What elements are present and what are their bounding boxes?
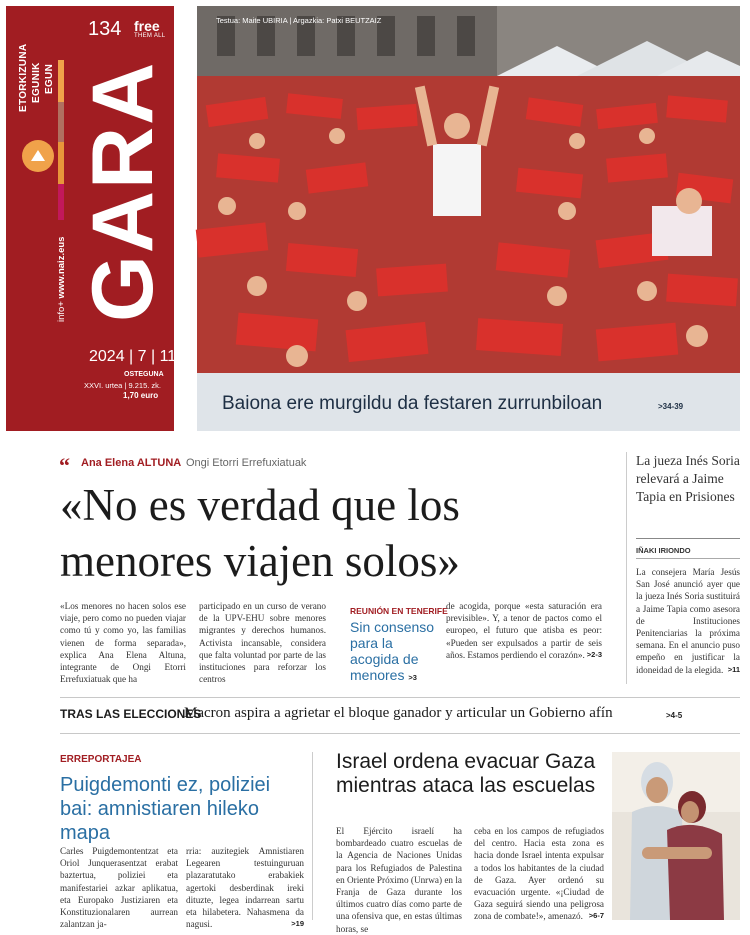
side-headline[interactable] [350,619,445,686]
accent-stripe-magenta [58,184,64,220]
side-headline-text: Sin consenso para la acogida de menores [350,619,435,683]
price-free-label: free [134,18,160,34]
gaza-body-col1: El Ejército israelí ha bombardeado cuatro escuelas de la Agencia de Naciones Unidas para los Refugiados de Palestina en Oriente Próximo (Unrwa) en la Franja de Gaza durante los últimos cuatro días como parte de una ofensiva que, en estas últimas horas, se [336,826,462,934]
play-triangle-icon[interactable] [22,140,54,172]
main-body-col4-text: de acogida, porque «esta saturación era previsible». Y, a tenor de pactos como el europeo, el futuro que atisba es peor: «Pueden ser expulsados a partir de seis años. Estamos perdiendo el corazón». [446,601,602,660]
accent-stripe-orange [58,60,64,102]
section-label-2: EGUNIK [31,62,42,103]
gaza-photo[interactable] [612,752,740,920]
main-body-col4 [446,600,602,661]
separator-top [60,697,740,698]
report-body-col2-text: rria: auzitegiek Amnistiaren Legearen testuinguruan plazaratutako erabakiek agertoki desberdinak ireki dituzte, legea indarrean sartu eta hilabetera. Nahasmena da nagusi. [186,846,304,930]
price-sub-label: THEM ALL [134,33,166,39]
hero-page-ref: >34-39 [658,402,684,411]
interview-author-org: Ongi Etorri Errefuxiatuak [186,457,307,469]
section-label-3: EGUN [44,63,55,94]
issue-number: XXVI. urtea | 9.215. zk. [84,381,161,390]
hero-caption[interactable]: Baiona ere murgildu da festaren zurrunbiloan [222,393,603,414]
main-headline[interactable]: «No es verdad que los menores viajen solos» [60,480,460,586]
strip-page-ref: >4-5 [666,711,683,720]
gaza-photo-illustration [612,752,740,920]
main-body-col1: «Los menores no hacen solos ese viaje, pero como no pueden viajar como tú y como yo, las familias vienen de forma separada», explica Ana Elena Altuna, integrante de Ongi Etorri Errefuxiatuak que ha [60,601,186,685]
gaza-body-col2 [474,825,604,923]
byline-rule [636,538,740,539]
bottom-column-divider [312,752,313,920]
report-body-col1: Carles Puigdemontentzat eta Oriol Junquerasentzat erabat baztertua, poliziei eta manifestariei azkar aplikatua, eta Europako Justiziaren eta Konstituzionalaren aurrean zalantzan ja- [60,846,178,930]
report-page-ref: >19 [291,919,304,929]
interview-author: Ana Elena ALTUNA [81,457,182,469]
website-domain: www.naiz.eus [56,236,67,299]
side-kicker: REUNIÓN EN TENERIFE [350,606,448,616]
photo-credit: Testua: Maite UBIRIA | Argazkia: Patxi BEUTZAIZ [216,16,382,25]
report-kicker: ERREPORTAJEA [60,754,142,765]
quote-icon: “ [59,453,70,478]
issue-date: 2024 | 7 | 11 [89,348,177,365]
report-body-col2 [186,845,304,930]
website-link[interactable] [56,237,67,322]
side-page-ref: >3 [408,673,417,682]
issue-weekday: OSTEGUNA [124,371,164,378]
strip-kicker: TRAS LAS ELECCIONES [60,707,202,721]
report-headline[interactable]: Puigdemonti ez, poliziei bai: amnistiaren hileko mapa [60,774,271,844]
strip-headline[interactable]: Macron aspira a agrietar el bloque ganador y articular un Gobierno afín [184,705,613,721]
right-byline: IÑAKI IRIONDO [636,546,691,555]
website-prefix: info+ [56,301,67,322]
right-page-ref: >11 [727,664,740,674]
accent-stripe-brown [58,102,64,142]
accent-stripe-amber [58,142,64,184]
section-label-1: ETORKIZUNA [18,43,29,112]
gaza-headline[interactable]: Israel ordena evacuar Gaza mientras ataca las escuelas [336,750,596,797]
column-divider [626,452,627,684]
separator-bottom [60,733,740,734]
right-body [636,566,740,676]
gaza-page-ref: >6-7 [588,911,604,921]
hero-photo-crowd[interactable] [197,6,740,373]
right-body-text: La consejera María Jesús San José anunció ayer que la jueza Inés Soria sustituirá a Jaime Tapia como asesora de Instituciones Penitenciarias la próxima semana. En el anuncio puso empeño en justificar la idoneidad de la elegida. [636,567,740,675]
right-headline[interactable]: La jueza Inés Soria relevará a Jaime Tapia en Prisiones [636,453,740,504]
issue-price: 1,70 euro [123,391,159,400]
hero-photo-illustration [197,6,740,373]
main-page-ref: >2-3 [586,649,602,659]
byline-rule-bottom [636,558,740,559]
main-body-col2: participado en un curso de verano de la UPV-EHU sobre menores migrantes y derechos humanos. Activista incansable, considera que falta voluntad por parte de las instituciones para reforzar los centros [199,601,326,685]
price-number: 134 [88,18,122,40]
gara-logo[interactable]: GARA [75,60,171,322]
gaza-body-col2-text: ceba en los campos de refugiados del centro. Hacia esta zona es hacia donde Israel intenta expulsar a todos los habitantes de la ciudad de Gaza. Ayer ordenó su evacuación urgente. «¡Ciudad de Gaza seguirá siendo una peligrosa zona de combate!», amenazó. [474,826,604,922]
